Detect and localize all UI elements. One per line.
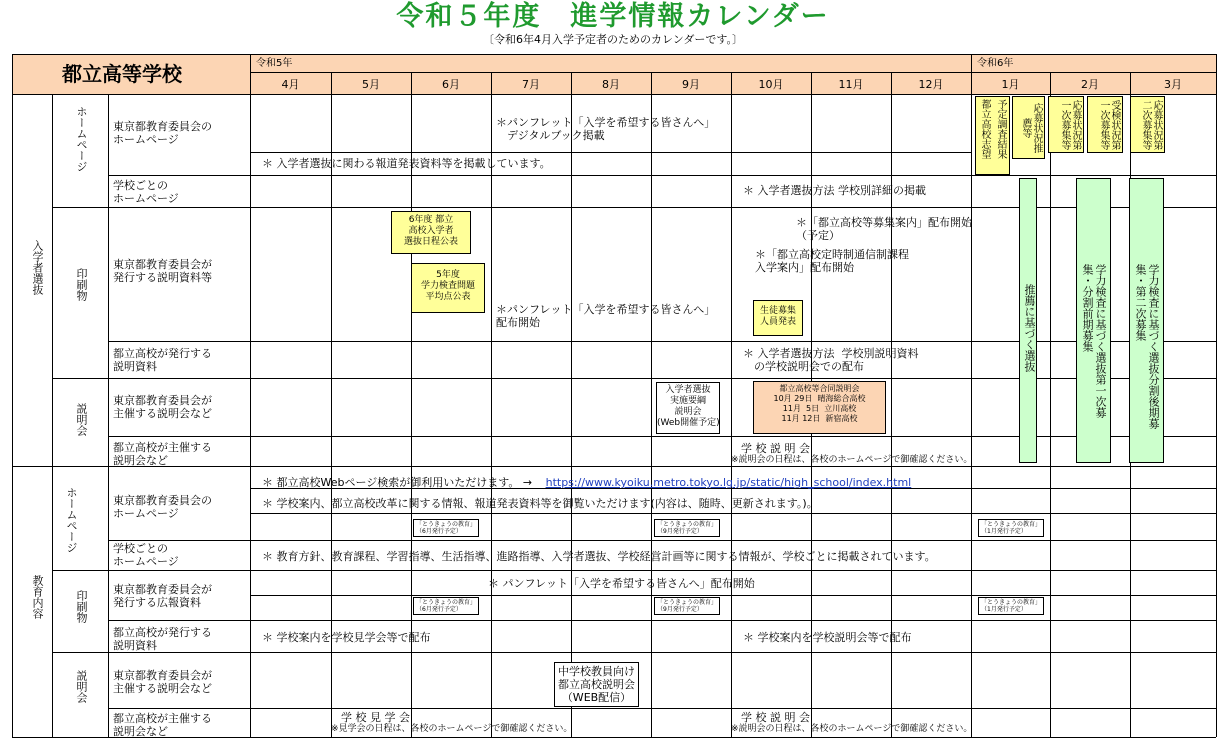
vbox-2: 応募状況推薦等 <box>1012 96 1045 159</box>
group-briefing-1: 説明会 <box>75 403 88 436</box>
row-a6: 都立高校が主催する 説明会など <box>113 441 212 467</box>
page-title: 令和５年度 進学情報カレンダー <box>396 1 830 32</box>
header-school: 都立高等学校 <box>62 62 182 86</box>
event-pamphlet-dist: ＊パンフレット「入学を希望する皆さんへ」 配布開始 <box>496 303 716 329</box>
box-schedule: 6年度 都立 高校入学者 選抜日程公表 <box>391 211 471 254</box>
tokyo-edu-jun-2: 「とうきょうの教育」 （6月発行予定） <box>413 597 479 615</box>
row-b6: 都立高校が主催する 説明会など <box>113 712 212 738</box>
event-school-briefing-note-2: ※説明会の日程は、各校のホームページで御確認ください。 <box>731 724 973 734</box>
header-era-1: 令和5年 <box>256 58 293 69</box>
section-admission: 入学者選抜 <box>31 240 44 295</box>
event-policy: ＊ 教育方針、教育課程、学習指導、生活指導、進路指導、入学者選抜、学校経営計画等に関する情報が、学校ごとに掲載されています。 <box>262 550 936 563</box>
group-print-1: 印刷物 <box>75 268 88 301</box>
row-a1: 東京都教育委員会の ホームページ <box>113 120 212 146</box>
month-10: 1月 <box>1001 78 1020 91</box>
row-b3: 東京都教育委員会が 発行する広報資料 <box>113 583 212 609</box>
month-7: 10月 <box>758 78 784 91</box>
vbox-5: 応募状況第二次募集等 <box>1130 96 1165 153</box>
row-a5: 東京都教育委員会が 主催する説明会など <box>113 394 212 420</box>
row-a3: 東京都教育委員会が 発行する説明資料等 <box>113 258 212 284</box>
event-web-search: ＊ 都立高校Webページ検索が御利用いただけます。 → https://www.kyoiku.metro.tokyo.lg.jp/static/high_school/index.html <box>262 476 912 489</box>
row-b2: 学校ごとの ホームページ <box>113 542 179 568</box>
event-jh-teacher: 中学校教員向け 都立高校説明会 （WEB配信） <box>554 662 639 707</box>
row-a4: 都立高校が発行する 説明資料 <box>113 347 212 373</box>
group-homepage-1: ホームページ <box>75 106 88 172</box>
header-era-2: 令和6年 <box>977 58 1014 69</box>
box-capacity: 生徒募集 人員発表 <box>753 300 803 336</box>
group-briefing-2: 説明会 <box>75 670 88 703</box>
month-3: 6月 <box>442 78 460 91</box>
month-11: 2月 <box>1081 78 1099 91</box>
group-homepage-2: ホームページ <box>65 487 78 553</box>
month-5: 8月 <box>602 78 620 91</box>
group-print-2: 印刷物 <box>75 590 88 623</box>
url-link[interactable]: https://www.kyoiku.metro.tokyo.lg.jp/static/high_school/index.html <box>545 476 912 489</box>
event-guide-visit: ＊ 学校案内を学校見学会等で配布 <box>262 631 431 644</box>
tokyo-edu-jan-2: 「とうきょうの教育」 （1月発行予定） <box>978 597 1044 615</box>
event-guide-briefing: ＊ 学校案内を学校説明会等で配布 <box>743 631 912 644</box>
event-school-detail: ＊ 入学者選抜方法 学校別詳細の掲載 <box>743 184 926 197</box>
event-visit-note: ※見学会の日程は、各校のホームページで御確認ください。 <box>331 724 573 734</box>
vbox-3: 応募状況第一次募集等 <box>1048 96 1084 153</box>
event-parttime-guide: ＊「都立高校定時制通信制課程 入学案内」配布開始 <box>755 248 909 274</box>
month-12: 3月 <box>1164 78 1182 91</box>
row-a2: 学校ごとの ホームページ <box>113 179 179 205</box>
row-b5: 東京都教育委員会が 主催する説明会など <box>113 669 212 695</box>
page-subtitle: 〔令和6年4月入学予定者のためのカレンダーです。〕 <box>483 33 743 46</box>
section-content: 教育内容 <box>31 575 44 619</box>
vbox-4: 受検状況第一次募集等 <box>1087 96 1123 153</box>
tokyo-edu-jun-1: 「とうきょうの教育」 （6月発行予定） <box>413 519 479 537</box>
month-4: 7月 <box>522 78 540 91</box>
month-8: 11月 <box>838 78 864 91</box>
tokyo-edu-sep-1: 「とうきょうの教育」 （9月発行予定） <box>654 519 720 537</box>
event-recruit-guide: ＊「都立高校等募集案内」配布開始 （予定） <box>796 216 972 242</box>
tokyo-edu-sep-2: 「とうきょうの教育」 （9月発行予定） <box>654 597 720 615</box>
gbox-second: 学力検査に基づく選抜分割後期募集・第二次募集 <box>1129 178 1164 463</box>
gbox-recommend: 推薦に基づく選抜 <box>1019 178 1037 463</box>
event-school-briefing: 学 校 説 明 会 <box>741 442 810 455</box>
box-average: 5年度 学力検査問題 平均点公表 <box>411 263 485 313</box>
event-pamphlet-dist2: ＊ パンフレット「入学を希望する皆さんへ」配布開始 <box>488 577 755 590</box>
event-school-briefing-2: 学 校 説 明 会 <box>741 711 810 724</box>
row-b1: 東京都教育委員会の ホームページ <box>113 494 212 520</box>
box-joint-meeting: 都立高校等合同説明会 10月 29日 晴海総合高校 11月 5日 立川高校 11月 12日 新宿高校 <box>753 381 886 434</box>
row-b4: 都立高校が発行する 説明資料 <box>113 626 212 652</box>
gbox-first: 学力検査に基づく選抜第一次募集・分割前期募集 <box>1076 178 1111 463</box>
month-9: 12月 <box>918 78 944 91</box>
month-6: 9月 <box>682 78 700 91</box>
event-school-material: ＊ 入学者選抜方法 学校別説明資料 の学校説明会での配布 <box>743 347 919 373</box>
event-school-briefing-note: ※説明会の日程は、各校のホームページで御確認ください。 <box>731 455 973 465</box>
event-visit: 学 校 見 学 会 <box>341 711 410 724</box>
vbox-1: 予定調査結果 都立高校志望 <box>975 96 1010 175</box>
event-school-info: ＊ 学校案内、都立高校改革に関する情報、報道発表資料等を御覧いただけます(内容は、随時、更新されます。)。 <box>262 497 818 510</box>
box-guideline-meeting: 入学者選抜 実施要綱 説明会 (Web開催予定) <box>656 382 720 434</box>
month-1: 4月 <box>281 78 300 91</box>
tokyo-edu-jan-1: 「とうきょうの教育」 （1月発行予定） <box>978 519 1044 537</box>
event-pamphlet-digital: ＊パンフレット「入学を希望する皆さんへ」 デジタルブック掲載 <box>496 116 716 142</box>
event-press: ＊ 入学者選抜に関わる報道発表資料等を掲載しています。 <box>262 157 551 170</box>
month-2: 5月 <box>362 78 380 91</box>
